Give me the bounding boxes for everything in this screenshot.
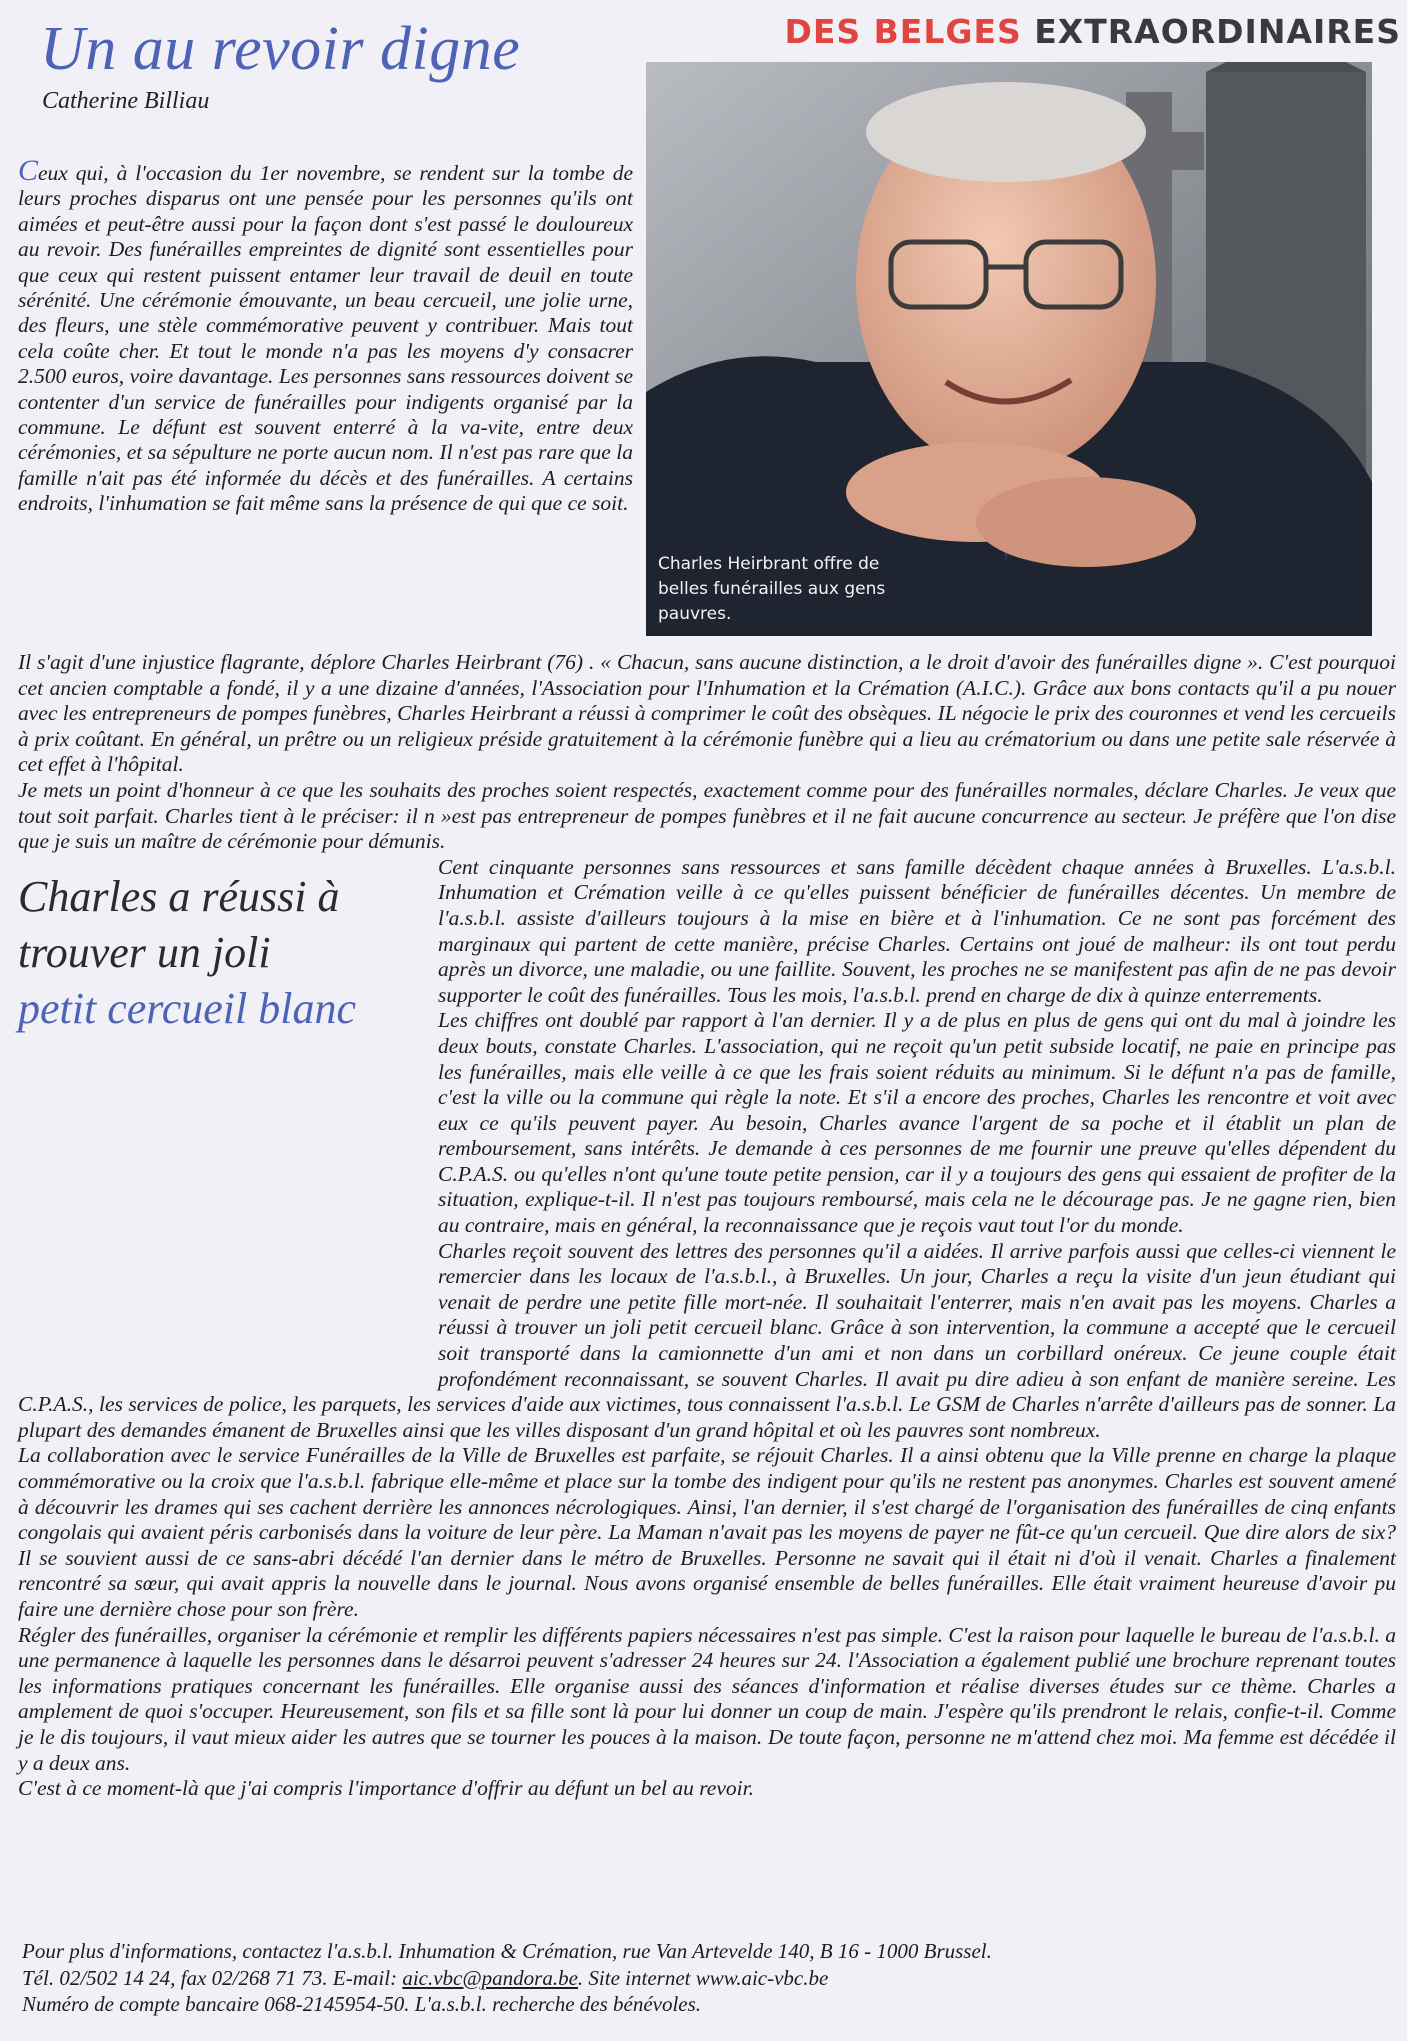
portrait-photo — [646, 62, 1372, 636]
body-paragraph-5: Charles reçoit souvent des lettres des personnes qu'il a aidées. Il arrive parfois aussi que celles-ci viennent le remercier dans les locaux de l'a.s.b.l., à Bruxelles. Un jour, Charles a reçu la visite d'un jeun étudiant qui venait de perdre une petite fille mort-née. Il souhaitait l'enterrer, mais n'en avait pas les moyens. Charles a réussi à trouver un joli petit cercueil blanc. Grâce à son intervention, la commune a accepté que le cercueil soit transporté dans la camionnette d'un ami et non dans un corbillard onéreux. Ce jeune couple était profondément reconnaissant, se souvent Charles. Il avait pu dire adieu à son enfant de manière sereine. Les C.P.A.S., les services de police, les parquets, les services d'aide aux victimes, tous connaissent l'a.s.b.l. Le GSM de Charles n'arrête d'ailleurs pas de sonner. La plupart des demandes émanent de Bruxelles ainsi que les villes disposant d'un grand hôpital et où les pauvres sont nombreux. — [18, 1238, 1396, 1442]
intro-text: eux qui, à l'occasion du 1er novembre, se rendent sur la tombe de leurs proches disparus ont une pensée pour les personnes qu'ils ont aimées et peut-être aussi pour la façon dont s'est passé le douloureux au revoir. Des funérailles empreintes de dignité sont essentielles pour que ceux qui restent puissent entamer leur travail de deuil en toute sérénité. Une cérémonie émouvante, un beau cercueil, une jolie urne, des fleurs, une stèle commémorative peuvent y contribuer. Mais tout cela coûte cher. Et tout le monde n'a pas les moyens d'y consacrer 2.500 euros, voire davantage. Les personnes sans ressources doivent se contenter d'un service de funérailles pour indigents organisé par la commune. Le défunt est souvent enterré à la va-vite, entre deux cérémonies, et sa sépulture ne porte aucun nom. Il n'est pas rare que la famille n'ait pas été informée du décès et des funérailles. A certains endroits, l'inhumation se fait même sans la présence de qui que ce soit. — [18, 161, 633, 516]
body-paragraph-8: C'est à ce moment-là que j'ai compris l'importance d'offrir au défunt un bel au revoir. — [18, 1776, 754, 1801]
body-paragraph-2: Je mets un point d'honneur à ce que les souhaits des proches soient respectés, exactement comme pour des funérailles normales, déclare Charles. Je veux que tout soit parfait. Charles tient à le préciser: il n »est pas entrepreneur de pompes funèbres et il ne fait aucune concurrence au secteur. Je préfère que l'on dise que je suis un maître de cérémonie pour démunis. — [18, 777, 1396, 854]
footer-website-text: . Site internet www.aic-vbc.be — [577, 1965, 829, 1990]
footer-line-3: Numéro de compte bancaire 068-2145954-50. L'a.s.b.l. recherche des bénévoles. — [22, 1992, 702, 2016]
pull-quote — [18, 861, 418, 1369]
email-link[interactable]: aic.vbc@pandora.be — [402, 1965, 578, 1990]
body-paragraph-3: Cent cinquante personnes sans ressources et sans famille décèdent chaque années à Bruxelles. L'a.s.b.l. Inhumation et Crémation veille à ce qu'elles puissent bénéficier de funérailles décentes. Un membre de l'a.s.b.l. assiste d'ailleurs toujours à la mise en bière et à l'inhumation. Ce ne sont pas forcément des marginaux qui partent de cette manière, précise Charles. Certains ont joué de malheur: ils ont tout perdu après un divorce, une maladie, ou une faillite. Souvent, les proches ne se manifestent pas afin de ne pas devoir supporter le coût des funérailles. Tous les mois, l'a.s.b.l. prend en charge de dix à quinze enterrements. — [438, 854, 1396, 1007]
section-rubric — [784, 12, 1401, 51]
author-name: Catherine Billiau — [42, 88, 210, 114]
drop-cap: C — [18, 154, 39, 187]
footer-phone-text: Tél. 02/502 14 24, fax 02/268 71 73. E-mail: — [22, 1965, 403, 1990]
footer-line-2 — [22, 1965, 1392, 1992]
article-title: Un au revoir digne — [40, 15, 521, 83]
pull-quote-line-1: Charles a réussi à — [18, 871, 340, 921]
photo-caption: Charles Heirbrant offre de belles funérailles aux gens pauvres. — [658, 554, 886, 624]
intro-paragraph — [18, 154, 633, 517]
article-body — [18, 650, 1396, 1802]
pull-quote-line-2: trouver un joli — [18, 927, 271, 977]
rubric-part-2: EXTRAORDINAIRES — [1034, 12, 1401, 51]
pull-quote-line-3: petit cercueil blanc — [18, 983, 357, 1033]
contact-footer — [22, 1938, 1392, 2018]
footer-line-1: Pour plus d'informations, contactez l'a.s.b.l. Inhumation & Crémation, rue Van Artevelde 140, B 16 - 1000 Brussel. — [22, 1939, 992, 1963]
body-paragraph-1: Il s'agit d'une injustice flagrante, déplore Charles Heirbrant (76) . « Chacun, sans aucune distinction, a le droit d'avoir des funérailles digne ». C'est pourquoi cet ancien comptable a fondé, il y a une dizaine d'années, l'Association pour l'Inhumation et la Crémation (A.I.C.). Grâce aux bons contacts qu'il a pu nouer avec les entrepreneurs de pompes funèbres, Charles Heirbrant a réussi à comprimer le coût des obsèques. IL négocie le prix des couronnes et vend les cercueils à prix coûtant. En général, un prêtre ou un religieux préside gratuitement à la cérémonie funèbre qui a lieu au crématorium ou dans une petite sale réservée à cet effet à l'hôpital. — [18, 650, 1396, 777]
body-paragraph-4: Les chiffres ont doublé par rapport à l'an dernier. Il y a de plus en plus de gens qui ont du mal à joindre les deux bouts, constate Charles. L'association, qui ne reçoit qu'un petit subside locatif, ne paie en principe pas les funérailles, mais elle veille à ce que les frais soient réduits au minimum. Si le défunt n'a pas de famille, c'est la ville ou la commune qui règle la note. Et s'il a encore des proches, Charles les rencontre et voit avec eux ce qu'ils peuvent payer. Au besoin, Charles avance l'argent de sa poche et il établit un plan de remboursement, sans intérêts. Je demande à ces personnes de me fournir une preuve qu'elles dépendent du C.P.A.S. ou qu'elles n'ont qu'une toute petite pension, car il y a toujours des gens qui essaient de profiter de la situation, explique-t-il. Il n'est pas toujours remboursé, mais cela ne le décourage pas. Je ne gagne rien, bien au contraire, mais en général, la reconnaissance que je reçois vaut tout l'or du monde. — [438, 1008, 1396, 1238]
rubric-part-1: DES BELGES — [784, 12, 1022, 51]
portrait-illustration — [646, 62, 1372, 636]
body-paragraph-6: La collaboration avec le service Funérailles de la Ville de Bruxelles est parfaite, se réjouit Charles. Il a ainsi obtenu que la Ville prenne en charge la plaque commémorative ou la croix que l'a.s.b.l. fabrique elle-même et place sur la tombe des indigent pour qu'ils ne restent pas anonymes. Charles est souvent amené à découvrir les drames qui ses cachent derrière les annonces nécrologiques. Ainsi, l'an dernier, il s'est chargé de l'organisation des funérailles de cinq enfants congolais qui avaient péris carbonisés dans la voiture de leur père. La Maman n'avait pas les moyens de payer ne fût-ce qu'un cercueil. Que dire alors de six? Il se souvient aussi de ce sans-abri décédé l'an dernier dans le métro de Bruxelles. Personne ne savait qui il était ni d'où il venait. Charles a finalement rencontré sa sœur, qui avait appris la nouvelle dans le journal. Nous avons organisé ensemble de belles funérailles. Elle était vraiment heureuse d'avoir pu faire une dernière chose pour son frère. — [18, 1443, 1396, 1621]
body-paragraph-7: Régler des funérailles, organiser la cérémonie et remplir les différents papiers nécessaires n'est pas simple. C'est la raison pour laquelle le bureau de l'a.s.b.l. a une permanence à laquelle les personnes dans le désarroi peuvent s'adresser 24 heures sur 24. l'Association a également publié une brochure reprenant toutes les informations pratiques concernant les funérailles. Elle organise aussi des séances d'information et réalise diverses études sur ce thème. Charles a amplement de quoi s'occuper. Heureusement, son fils et sa fille sont là pour lui donner un coup de main. J'espère qu'ils prendront le relais, confie-t-il. Comme je le dis toujours, il vaut mieux aider les autres que se tourner les pouces à la maison. De toute façon, personne ne m'attend chez moi. Ma femme est décédée il y a deux ans. — [18, 1622, 1396, 1775]
